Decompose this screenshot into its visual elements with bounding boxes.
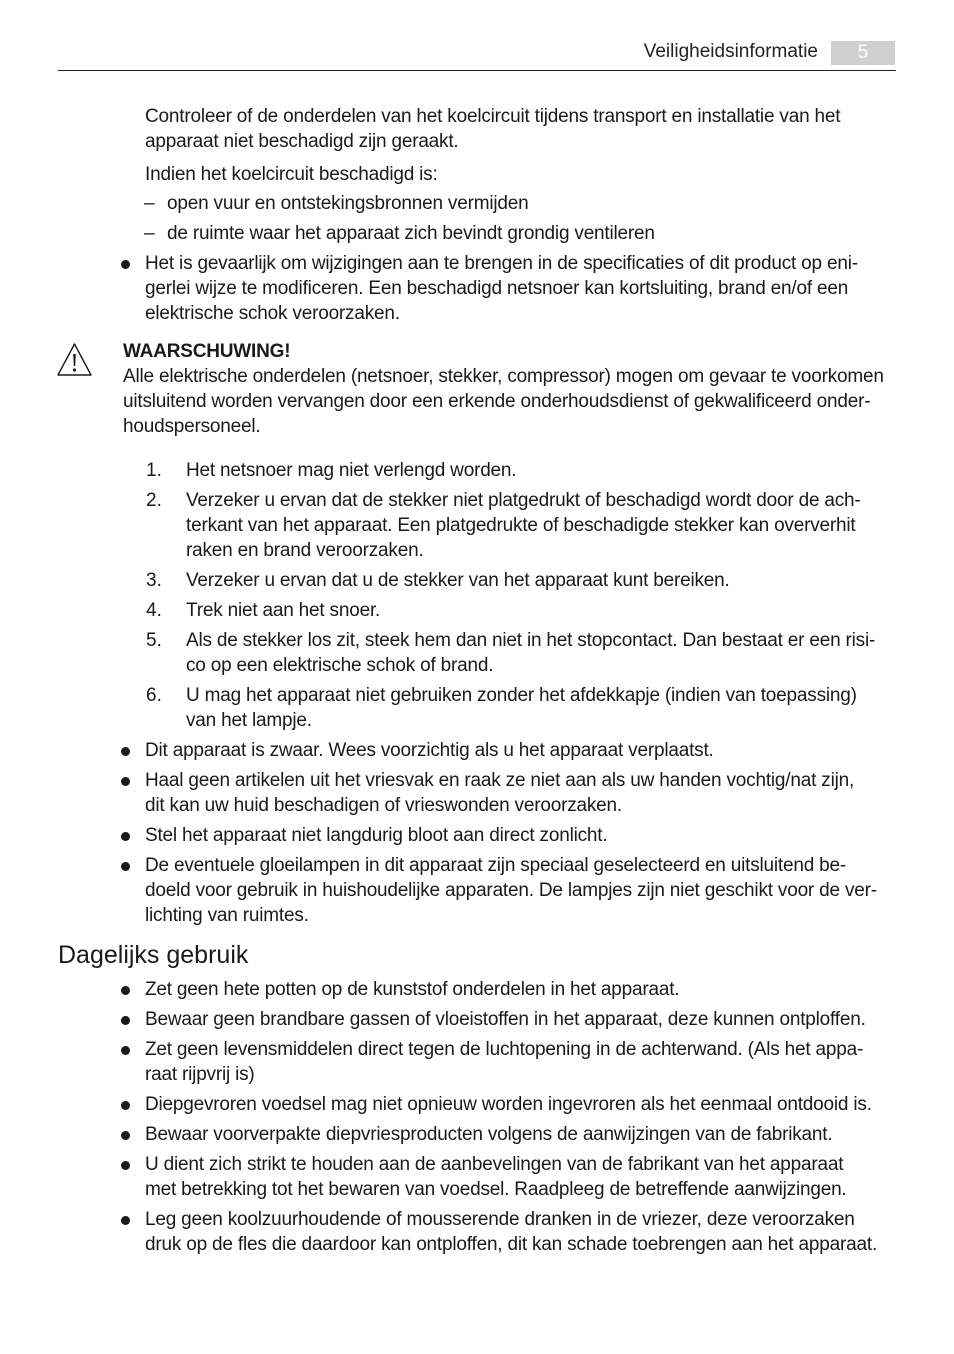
bullet-item [145, 1152, 847, 1202]
text-line: Zet geen levensmiddelen direct tegen de luchtopening in de achterwand. (Als het appa- [145, 1039, 864, 1060]
numbered-item [186, 458, 516, 483]
bullet-item [145, 738, 714, 763]
bullet-icon [121, 1101, 131, 1111]
text-line: met betrekking tot het bewaren van voedsel. Raadpleeg de betreffende aanwijzingen. [145, 1179, 847, 1200]
text-line: Stel het apparaat niet langdurig bloot aan direct zonlicht. [145, 825, 608, 846]
numbered-item [186, 488, 861, 563]
text-line: houdspersoneel. [123, 416, 261, 437]
text-line: Verzeker u ervan dat de stekker niet platgedrukt of beschadigd wordt door de ach- [186, 490, 861, 511]
bullet-item [145, 1207, 877, 1257]
page-number-badge: 5 [831, 41, 895, 65]
bullet-item [145, 1037, 863, 1087]
text-line: gerlei wijze te modificeren. Een beschadigd netsnoer kan kortsluiting, brand en/of een [145, 278, 849, 299]
text-line: Het netsnoer mag niet verlengd worden. [186, 460, 517, 481]
text-line: co op een elektrische schok of brand. [186, 655, 494, 676]
text-line: Leg geen koolzuurhoudende of mousserende dranken in de vriezer, deze veroorzaken [145, 1209, 855, 1230]
text-line: Bewaar geen brandbare gassen of vloeistoffen in het apparaat, deze kunnen ontploffen. [145, 1009, 866, 1030]
bullet-icon [121, 986, 131, 996]
warning-title: WAARSCHUWING! [123, 341, 291, 362]
bullet-icon [121, 747, 131, 757]
list-number: 3. [146, 570, 162, 591]
text-line: terkant van het apparaat. Een platgedrukte of beschadigde stekker kan oververhit [186, 515, 856, 536]
warning-triangle-icon [56, 342, 93, 377]
text-line: Verzeker u ervan dat u de stekker van het apparaat kunt bereiken. [186, 570, 730, 591]
dash-item: open vuur en ontstekingsbronnen vermijden [167, 193, 529, 214]
dash-item: de ruimte waar het apparaat zich bevindt grondig ventileren [167, 223, 655, 244]
text-line: Zet geen hete potten op de kunststof onderdelen in het apparaat. [145, 979, 680, 1000]
header-divider [58, 70, 896, 71]
numbered-item [186, 568, 730, 593]
text-line: Controleer of de onderdelen van het koelcircuit tijdens transport en installatie van het [145, 106, 841, 127]
bullet-icon [121, 1161, 131, 1171]
text-line: De eventuele gloeilampen in dit apparaat zijn speciaal geselecteerd en uitsluitend be- [145, 855, 847, 876]
text-line: Als de stekker los zit, steek hem dan niet in het stopcontact. Dan bestaat er een risi- [186, 630, 876, 651]
text-line: U dient zich strikt te houden aan de aanbevelingen van de fabrikant van het apparaat [145, 1154, 844, 1175]
text-line: elektrische schok veroorzaken. [145, 303, 400, 324]
bullet-item [145, 1122, 832, 1147]
text-line: apparaat niet beschadigd zijn geraakt. [145, 131, 459, 152]
warning-text [123, 364, 884, 439]
section-heading: Dagelijks gebruik [58, 941, 249, 969]
bullet-icon [121, 260, 131, 270]
numbered-item [186, 683, 857, 733]
text-line: raken en brand veroorzaken. [186, 540, 424, 561]
bullet-icon [121, 1216, 131, 1226]
bullet-icon [121, 1046, 131, 1056]
bullet-item [145, 1007, 866, 1032]
list-number: 4. [146, 600, 162, 621]
list-number: 5. [146, 630, 162, 651]
bullet-item [145, 977, 679, 1002]
text-line: van het lampje. [186, 710, 312, 731]
list-number: 6. [146, 685, 162, 706]
text-line: Trek niet aan het snoer. [186, 600, 381, 621]
bullet-item [145, 853, 877, 928]
dash-marker: – [144, 223, 155, 244]
text-line: lichting van ruimtes. [145, 905, 309, 926]
text-line: Bewaar voorverpakte diepvriesproducten volgens de aanwijzingen van de fabrikant. [145, 1124, 833, 1145]
bullet-icon [121, 1131, 131, 1141]
intro-paragraph [145, 104, 840, 154]
text-line: dit kan uw huid beschadigen of vrieswonden veroorzaken. [145, 795, 622, 816]
numbered-item [186, 628, 875, 678]
text-line: doeld voor gebruik in huishoudelijke apparaten. De lampjes zijn niet geschikt voor de ver- [145, 880, 877, 901]
text-line: druk op de fles die daardoor kan ontploffen, dit kan schade toebrengen aan het apparaat. [145, 1234, 878, 1255]
bullet-item [145, 1092, 872, 1117]
bullet-item [145, 768, 854, 818]
running-header: Veiligheidsinformatie [643, 41, 818, 62]
text-line: Dit apparaat is zwaar. Wees voorzichtig als u het apparaat verplaatst. [145, 740, 714, 761]
text-line: Diepgevroren voedsel mag niet opnieuw worden ingevroren als het eenmaal ontdooid is. [145, 1094, 872, 1115]
text-line: Alle elektrische onderdelen (netsnoer, stekker, compressor) mogen om gevaar te voorkomen [123, 366, 884, 387]
list-number: 1. [146, 460, 162, 481]
text-line: uitsluitend worden vervangen door een erkende onderhoudsdienst of gekwalificeerd onder- [123, 391, 871, 412]
bullet-item [145, 823, 607, 848]
text-line: U mag het apparaat niet gebruiken zonder het afdekkapje (indien van toepassing) [186, 685, 857, 706]
dash-marker: – [144, 193, 155, 214]
list-number: 2. [146, 490, 162, 511]
text-line: Het is gevaarlijk om wijzigingen aan te brengen in de specificaties of dit product op eni- [145, 253, 858, 274]
intro-condition: Indien het koelcircuit beschadigd is: [145, 164, 438, 185]
bullet-item [145, 251, 858, 326]
bullet-icon [121, 862, 131, 872]
text-line: Haal geen artikelen uit het vriesvak en raak ze niet aan als uw handen vochtig/nat zijn, [145, 770, 855, 791]
bullet-icon [121, 832, 131, 842]
bullet-icon [121, 1016, 131, 1026]
text-line: raat rijpvrij is) [145, 1064, 255, 1085]
bullet-icon [121, 777, 131, 787]
numbered-item [186, 598, 380, 623]
